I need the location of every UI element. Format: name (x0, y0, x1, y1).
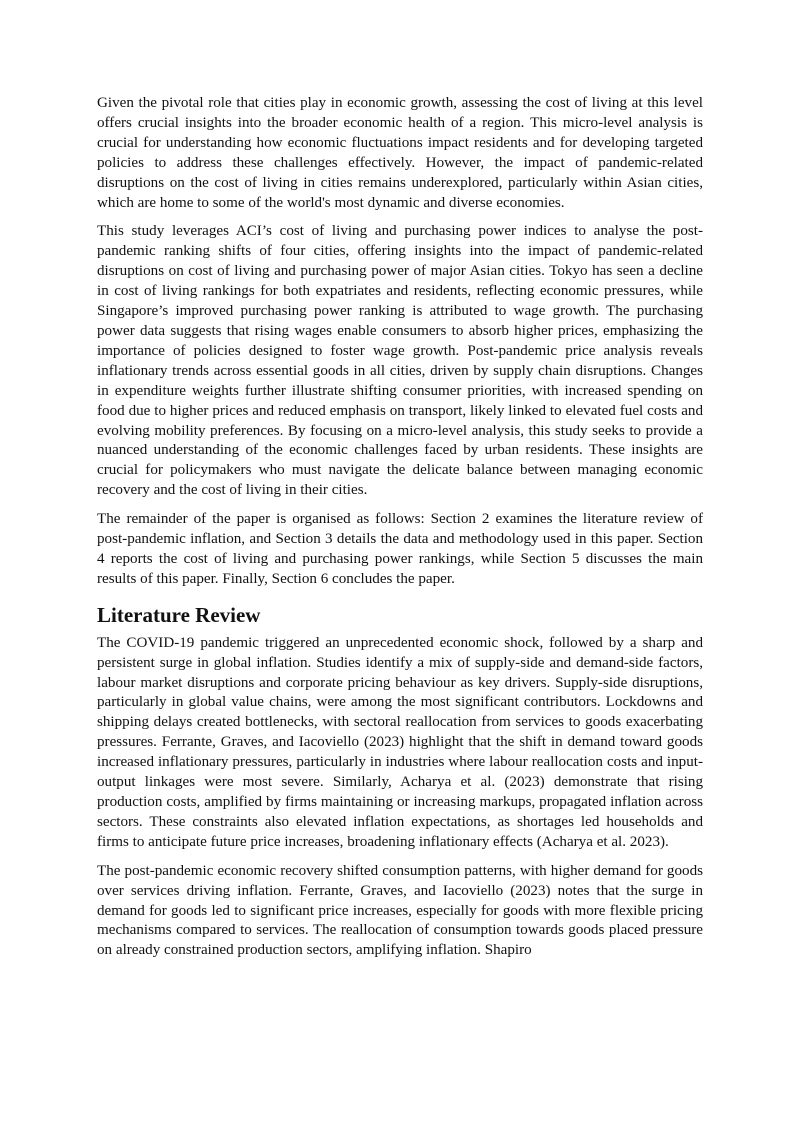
body-paragraph: The post-pandemic economic recovery shifted consumption patterns, with higher demand for goods over services driving inflation. Ferrante, Graves, and Iacoviello (2023) notes that the surge in demand for goods led to significant price increases, especially for goods with more flexible pricing mechanisms compared to services. The reallocation of consumption towards goods placed pressure on already constrained production sectors, amplifying inflation. Shapiro (97, 862, 703, 959)
section-heading: Literature Review (97, 602, 261, 627)
body-paragraph: This study leverages ACI’s cost of living and purchasing power indices to analyse the post-pandemic ranking shifts of four cities, offering insights into the impact of pandemic-related disruptions on cost of living and purchasing power of major Asian cities. Tokyo has seen a decline in cost of living rankings for both expatriates and residents, reflecting economic pressures, while Singapore’s improved purchasing power ranking is attributed to wage growth. The purchasing power data suggests that rising wages enable consumers to absorb higher prices, emphasizing the importance of policies designed to foster wage growth. Post-pandemic price analysis reveals inflationary trends across essential goods in all cities, driven by supply chain disruptions. Changes in expenditure weights further illustrate shifting consumer priorities, with increased spending on food due to higher prices and reduced emphasis on transport, likely linked to elevated fuel costs and evolving mobility preferences. By focusing on a micro-level analysis, this study seeks to provide a nuanced understanding of the economic challenges faced by urban residents. These insights are crucial for policymakers who must navigate the delicate balance between managing economic recovery and the cost of living in their cities. (97, 223, 703, 499)
body-paragraph: The COVID-19 pandemic triggered an unprecedented economic shock, followed by a sharp and persistent surge in global inflation. Studies identify a mix of supply-side and demand-side factors, labour market disruptions and corporate pricing behaviour as key drivers. Supply-side disruptions, particularly in global value chains, were among the most significant contributors. Lockdowns and shipping delays created bottlenecks, with sectoral reallocation from services to goods exacerbating pressures. Ferrante, Graves, and Iacoviello (2023) highlight that the shift in demand toward goods increased inflationary pressures, particularly in industries where labour reallocation costs and input-output linkages were most severe. Similarly, Acharya et al. (2023) demonstrate that rising production costs, amplified by firms maintaining or increasing markups, propagated inflation across sectors. These constraints also elevated inflation expectations, as shortages led households and firms to anticipate future price increases, broadening inflationary effects (Acharya et al. 2023). (97, 634, 703, 850)
body-paragraph: Given the pivotal role that cities play in economic growth, assessing the cost of living at this level offers crucial insights into the broader economic health of a region. This micro-level analysis is crucial for understanding how economic fluctuations impact residents and for developing targeted policies to address these challenges effectively. However, the impact of pandemic-related disruptions on the cost of living in cities remains underexplored, particularly within Asian cities, which are home to some of the world's most dynamic and diverse economies. (97, 95, 703, 211)
body-paragraph: The remainder of the paper is organised as follows: Section 2 examines the literature review of post-pandemic inflation, and Section 3 details the data and methodology used in this paper. Section 4 reports the cost of living and purchasing power rankings, while Section 5 discusses the main results of this paper. Finally, Section 6 concludes the paper. (97, 511, 703, 587)
document-page (97, 94, 703, 970)
